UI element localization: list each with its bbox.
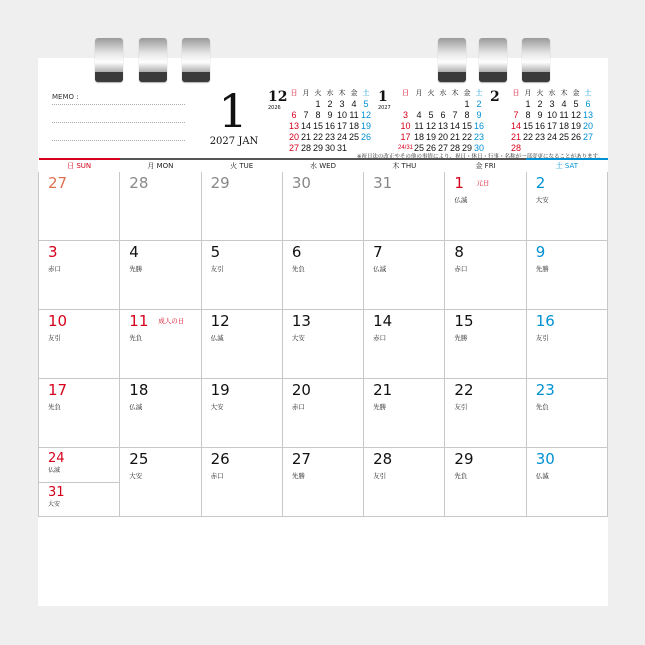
current-month-number: 1 (218, 84, 248, 138)
memo-line (52, 122, 185, 123)
mini-weekday: 火 (427, 90, 435, 97)
day-cell[interactable] (445, 241, 526, 310)
mini-month-number: 1 (378, 89, 388, 105)
rokuyo-label: 友引 (210, 265, 224, 273)
day-cell[interactable] (526, 379, 607, 448)
rokuyo-label: 先負 (535, 403, 549, 411)
mini-day (510, 99, 522, 110)
mini-day: 9 (327, 110, 333, 120)
mini-day: 20 (288, 132, 299, 142)
day-cell[interactable] (526, 241, 607, 310)
mini-day: 7 (452, 110, 458, 120)
day-cell[interactable] (445, 172, 526, 241)
mini-day: 7 (513, 110, 519, 120)
mini-day: 1 (315, 99, 321, 109)
mini-day: 11 (559, 110, 569, 120)
mini-weekday: 火 (536, 90, 544, 97)
mini-day: 16 (324, 121, 335, 131)
mini-day: 2 (476, 99, 482, 109)
mini-day: 4 (561, 99, 567, 109)
rokuyo-label: 友引 (454, 403, 468, 411)
mini-day (300, 99, 312, 110)
mini-day: 9 (537, 110, 543, 120)
mini-day (398, 99, 413, 110)
mini-day: 8 (315, 110, 321, 120)
mini-day: 14 (300, 121, 311, 131)
mini-day: 24/31 (398, 145, 414, 151)
day-number: 6 (291, 243, 302, 261)
mini-month-number: 12 (268, 89, 288, 105)
binder-ring-icon (479, 38, 507, 82)
mini-day: 27 (582, 132, 593, 142)
day-number: 2 (535, 174, 546, 192)
binder-ring-icon (522, 38, 550, 82)
rokuyo-label: 大安 (129, 472, 143, 480)
mini-weekday: 日 (402, 90, 409, 97)
mini-day: 9 (476, 110, 482, 120)
mini-month-number: 2 (490, 89, 500, 105)
day-cell[interactable] (282, 310, 363, 379)
mini-day: 29 (462, 143, 473, 153)
week-row (39, 172, 608, 241)
mini-day: 10 (336, 110, 347, 120)
rokuyo-label: 先勝 (291, 472, 305, 480)
day-number: 31 (373, 174, 393, 192)
mini-day: 27 (288, 143, 299, 153)
mini-day: 3 (549, 99, 555, 109)
mini-day: 7 (303, 110, 309, 120)
day-number: 24 (48, 451, 65, 466)
day-cell[interactable] (201, 241, 282, 310)
week-row (39, 241, 608, 310)
rokuyo-label: 大安 (210, 403, 224, 411)
rokuyo-label: 先負 (291, 265, 305, 273)
binder-ring-icon (95, 38, 123, 82)
weekday-header: 日 SUN (39, 159, 120, 172)
mini-day: 27 (438, 143, 449, 153)
mini-day: 20 (582, 121, 593, 131)
mini-day: 18 (348, 121, 359, 131)
mini-day: 13 (582, 110, 593, 120)
mini-day: 5 (428, 110, 434, 120)
mini-day: 16 (474, 121, 485, 131)
mini-day: 8 (525, 110, 531, 120)
day-number: 21 (373, 381, 393, 399)
mini-weekday: 月 (302, 90, 310, 97)
mini-weekday: 土 (362, 90, 370, 97)
rokuyo-label: 赤口 (210, 472, 224, 480)
day-cell[interactable] (201, 379, 282, 448)
mini-day: 21 (510, 132, 521, 142)
day-number: 15 (454, 312, 474, 330)
day-number: 31 (48, 485, 65, 500)
rokuyo-label: 大安 (535, 196, 549, 204)
day-cell[interactable] (39, 172, 120, 241)
mini-day: 28 (300, 143, 311, 153)
day-cell[interactable] (364, 379, 445, 448)
mini-day: 26 (426, 143, 437, 153)
mini-day: 15 (312, 121, 323, 131)
mini-day: 6 (291, 110, 297, 120)
mini-day: 26 (360, 132, 371, 142)
mini-day: 1 (525, 99, 531, 109)
weekday-header: 水 WED (282, 159, 363, 172)
day-cell[interactable] (120, 241, 201, 310)
day-cell[interactable] (526, 310, 607, 379)
mini-day: 17 (336, 121, 347, 131)
day-number: 30 (535, 450, 555, 468)
mini-weekday: 水 (439, 90, 447, 97)
rokuyo-label: 仏滅 (48, 467, 61, 474)
day-cell[interactable] (526, 172, 607, 241)
weekday-header: 土 SAT (526, 159, 607, 172)
mini-day: 30 (474, 143, 485, 153)
mini-weekday: 土 (475, 90, 483, 97)
mini-day: 19 (426, 132, 437, 142)
day-number: 27 (291, 450, 311, 468)
mini-day: 21 (300, 132, 311, 142)
mini-weekday: 金 (463, 90, 471, 97)
day-number: 4 (129, 243, 139, 261)
binder-ring-icon (182, 38, 210, 82)
mini-day: 15 (462, 121, 473, 131)
mini-day: 10 (400, 121, 411, 131)
mini-day: 18 (414, 132, 425, 142)
day-cell[interactable] (364, 448, 445, 517)
mini-day: 12 (426, 121, 437, 131)
mini-day: 11 (349, 110, 359, 120)
mini-weekday: 日 (290, 90, 298, 97)
mini-day: 22 (312, 132, 323, 142)
mini-weekday: 木 (451, 90, 459, 97)
day-number: 27 (48, 174, 68, 192)
mini-day: 28 (450, 143, 461, 153)
mini-weekday: 水 (548, 90, 556, 97)
day-cell[interactable] (39, 241, 120, 310)
mini-weekday: 水 (326, 90, 334, 97)
rokuyo-label: 友引 (535, 334, 549, 342)
rokuyo-label: 大安 (48, 501, 61, 508)
day-number: 5 (210, 243, 221, 261)
mini-day: 31 (336, 143, 347, 153)
day-number: 9 (535, 243, 546, 261)
day-number: 29 (210, 174, 230, 192)
memo-label: MEMO : (52, 93, 79, 101)
day-number: 17 (48, 381, 68, 399)
rokuyo-label: 先負 (48, 403, 61, 411)
mini-day: 12 (570, 110, 581, 120)
mini-day: 19 (570, 121, 581, 131)
day-number: 30 (291, 174, 311, 192)
day-cell[interactable] (282, 241, 363, 310)
rokuyo-label: 先勝 (129, 265, 143, 273)
weekday-header: 火 TUE (201, 159, 282, 172)
mini-day: 1 (464, 99, 470, 109)
rokuyo-label: 仏滅 (210, 334, 224, 342)
current-month-label: 2027 JAN (209, 136, 259, 147)
mini-day: 2 (537, 99, 543, 109)
day-number: 28 (373, 450, 393, 468)
day-cell[interactable] (39, 379, 120, 448)
day-number: 28 (129, 174, 149, 192)
mini-day: 23 (474, 132, 485, 142)
day-number: 1 (454, 174, 464, 192)
rokuyo-label: 仏滅 (129, 403, 143, 411)
day-cell[interactable] (120, 172, 201, 241)
day-number: 20 (291, 381, 311, 399)
mini-day: 25 (414, 143, 425, 153)
weekday-header: 金 FRI (445, 159, 526, 172)
mini-day: 18 (558, 121, 569, 131)
mini-day: 30 (324, 143, 335, 153)
rokuyo-label: 友引 (48, 334, 61, 342)
binder-ring-icon (438, 38, 466, 82)
mini-weekday: 日 (512, 90, 520, 97)
mini-year: 2027 (378, 105, 391, 111)
mini-day: 13 (288, 121, 299, 131)
rokuyo-label: 先勝 (454, 334, 468, 342)
day-cell[interactable] (39, 310, 120, 379)
mini-day: 14 (510, 121, 521, 131)
mini-day: 4 (351, 99, 357, 109)
week-row (39, 379, 608, 448)
day-cell[interactable] (364, 310, 445, 379)
rokuyo-label: 仏滅 (535, 472, 549, 480)
rokuyo-label: 先勝 (535, 265, 549, 273)
day-cell[interactable] (120, 310, 201, 379)
mini-day: 23 (534, 132, 545, 142)
mini-calendar-current (378, 88, 485, 154)
mini-day: 3 (339, 99, 345, 109)
holiday-label: 成人の日 (158, 317, 185, 325)
day-cell[interactable] (201, 172, 282, 241)
rokuyo-label: 仏滅 (454, 196, 468, 204)
week-row (39, 310, 608, 379)
mini-calendar-prev (268, 88, 372, 154)
rokuyo-label: 赤口 (454, 265, 468, 273)
rokuyo-label: 赤口 (291, 403, 305, 411)
mini-day: 13 (438, 121, 449, 131)
mini-day: 17 (400, 132, 411, 142)
day-number: 13 (291, 312, 311, 330)
day-number: 29 (454, 450, 474, 468)
mini-weekday: 月 (415, 90, 423, 97)
day-cell[interactable] (445, 310, 526, 379)
rokuyo-label: 赤口 (373, 334, 387, 342)
mini-day: 12 (360, 110, 371, 120)
mini-day: 21 (450, 132, 461, 142)
mini-day (425, 99, 437, 110)
day-number: 19 (210, 381, 230, 399)
mini-day: 22 (522, 132, 533, 142)
day-cell[interactable] (526, 448, 607, 517)
mini-day: 25 (348, 132, 359, 142)
mini-day (449, 99, 461, 110)
mini-day: 26 (570, 132, 581, 142)
mini-day: 4 (416, 110, 422, 120)
mini-weekday: 木 (560, 90, 568, 97)
mini-year: 2026 (268, 105, 281, 111)
day-number: 8 (454, 243, 464, 261)
mini-day: 19 (360, 121, 371, 131)
mini-day: 15 (522, 121, 533, 131)
memo-line (52, 104, 185, 105)
day-cell[interactable] (364, 172, 445, 241)
rokuyo-label: 仏滅 (373, 265, 387, 273)
day-cell[interactable] (120, 379, 201, 448)
mini-day: 17 (546, 121, 557, 131)
mini-day: 28 (510, 143, 521, 153)
mini-weekday: 火 (314, 90, 322, 97)
mini-weekday: 月 (524, 90, 532, 97)
day-number: 26 (210, 450, 230, 468)
day-number: 16 (535, 312, 555, 330)
rokuyo-label: 先勝 (373, 403, 387, 411)
rokuyo-label: 先負 (129, 334, 143, 342)
day-cell[interactable] (282, 172, 363, 241)
mini-day: 24 (336, 132, 347, 142)
day-number: 22 (454, 381, 474, 399)
day-cell[interactable] (120, 448, 201, 517)
mini-day (288, 99, 300, 110)
mini-day (437, 99, 449, 110)
day-number: 25 (129, 450, 149, 468)
day-cell[interactable] (282, 379, 363, 448)
mini-day: 6 (440, 110, 446, 120)
mini-day: 2 (327, 99, 333, 109)
mini-weekday: 金 (350, 90, 358, 97)
mini-day: 14 (450, 121, 461, 131)
day-cell[interactable] (364, 241, 445, 310)
mini-day: 6 (585, 99, 591, 109)
day-number: 3 (48, 243, 58, 261)
day-number: 14 (373, 312, 393, 330)
mini-day: 24 (546, 132, 557, 142)
day-number: 18 (129, 381, 149, 399)
mini-day: 20 (438, 132, 449, 142)
month-grid (38, 158, 608, 517)
mini-weekday: 木 (338, 90, 346, 97)
day-number: 12 (210, 312, 230, 330)
mini-weekday: 金 (572, 90, 580, 97)
week-row (39, 448, 608, 517)
day-cell[interactable] (201, 448, 282, 517)
mini-day: 22 (462, 132, 473, 142)
rokuyo-label: 赤口 (48, 265, 61, 273)
day-number: 10 (48, 312, 68, 330)
mini-calendar-next (490, 88, 594, 154)
mini-day: 16 (534, 121, 545, 131)
mini-day: 23 (324, 132, 335, 142)
day-cell[interactable] (445, 448, 526, 517)
holiday-label: 元日 (476, 179, 490, 187)
mini-day: 5 (573, 99, 579, 109)
rokuyo-label: 先負 (454, 472, 468, 480)
weekday-header: 月 MON (120, 159, 201, 172)
mini-day: 3 (403, 110, 409, 120)
mini-day: 11 (414, 121, 424, 131)
day-number: 23 (535, 381, 555, 399)
binder-ring-icon (139, 38, 167, 82)
holiday-note: ※祝日法の改正やその他の事情により、祝日・休日・行事・名称が一部変更になることがあります。 (356, 154, 603, 160)
mini-day (413, 99, 425, 110)
mini-day: 29 (312, 143, 323, 153)
day-number: 7 (373, 243, 383, 261)
day-cell[interactable] (201, 310, 282, 379)
mini-day: 8 (464, 110, 470, 120)
rokuyo-label: 大安 (291, 334, 305, 342)
day-cell[interactable] (282, 448, 363, 517)
day-number: 11 (129, 312, 149, 330)
mini-day: 10 (546, 110, 557, 120)
day-cell[interactable] (445, 379, 526, 448)
mini-day: 25 (558, 132, 569, 142)
mini-day: 5 (363, 99, 369, 109)
memo-line (52, 140, 185, 141)
mini-weekday: 土 (584, 90, 592, 97)
day-cell[interactable] (39, 448, 120, 517)
rokuyo-label: 友引 (373, 472, 387, 480)
weekday-header: 木 THU (364, 159, 445, 172)
